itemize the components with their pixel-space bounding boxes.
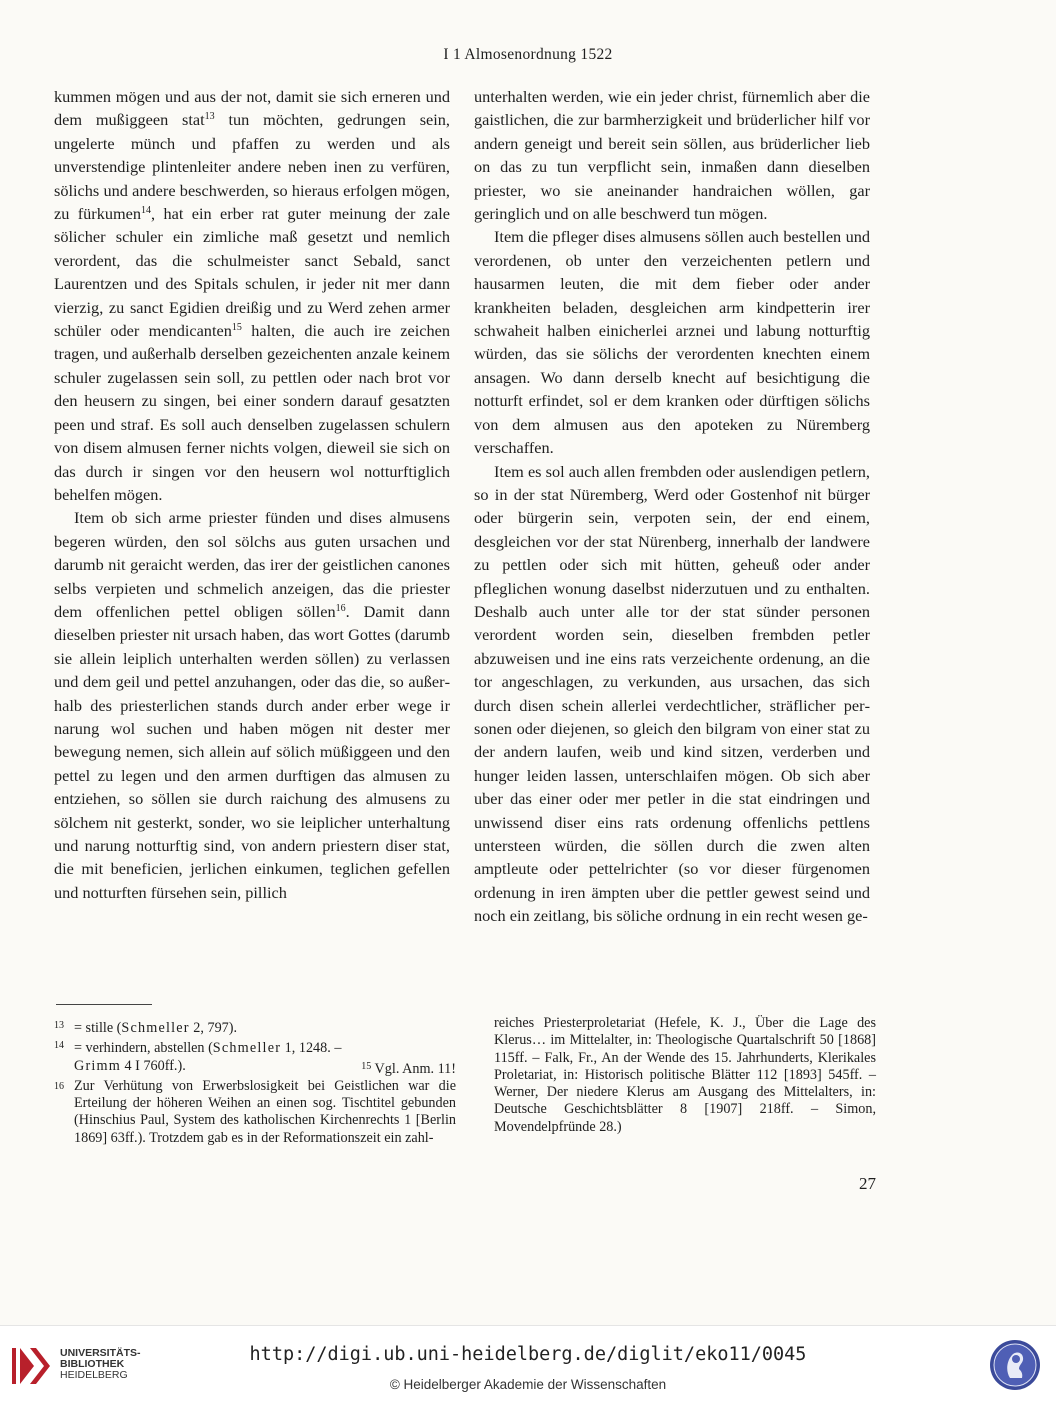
footnote-ref-15[interactable]: 15: [231, 322, 242, 334]
footnote-ref-16[interactable]: 16: [335, 602, 346, 614]
right-text-column: [474, 85, 870, 928]
paragraph-text: halten, die auch ire zeichen tragen, und außerhalb derselben gezeichenten anzale keinem schuler zugelassen sein soll, zu pettlen oder nach brot vor den heusern zu singen, bei einer sondern darauf gesatzten peen und straf. Es soll auch denselben zugelassen schulern von disem almusen ferner nichts volgen, dieweil sie sich on das durch ir singen vor den heusern wol notturftiglich behelfen mögen.: [54, 321, 450, 504]
footnote-text: = stille (: [74, 1020, 122, 1036]
paragraph-text: , hat ein erber rat guter meinung der zale sölicher schuler ein zimliche maß gesetzt und nemlich verordent, das die schulmeister sanct Sebald, sanct Laurentzen und des Spitals schulen, ir jeder nit mer dann vierzig, zu sanct Egidien dreißig und zu Werd zehen armer schüler oder mendicanten: [54, 204, 450, 341]
paragraph-text: tun möchten, gedrungen sein, ungelerte münch und pfaffen zu werden und als unverstendige plintenleiter andere neben inen zu verfüren, sölichs und andere beschwerden, so hieraus erfolgen mögen, zu fürkumen: [54, 110, 450, 224]
footnote-number: 14: [54, 1040, 64, 1052]
footnote-number: 16: [54, 1080, 64, 1092]
footnote-text: 2, 797).: [189, 1020, 238, 1036]
footnote-author: Schmeller: [212, 1040, 282, 1057]
footnote-text: Zur Verhütung von Erwerbslosigkeit bei Geistlichen war die Erteilung der höheren Weihen an einen sog. Tischtitel gebunden (Hinschius Paul, System des katholischen Kirchenrechts 1 [Berlin 1869] 63ff.). Trotzdem gab es in der Reformationszeit ein zahl-: [74, 1077, 456, 1146]
paragraph: [54, 85, 450, 506]
footnote-number: 13: [54, 1020, 64, 1031]
paragraph-text: . Damit dann dieselben priester nit ursach haben, das wort Gottes (darumb sie allein leiplich unterhalten werden söllen) zu verlassen und dem geil und pettel anzuhangen, oder das die, so außerhalb des priesterlichen stands durch ander erber wege ir narung wol suchen und haben mögen nit dester mer bewegung nemen, sich allein auf sölich müßiggeen und den pettel zu legen und den armen durftigen das almusen zu entziehen, so söllen sie durch raichung des almusens zu sölchem nit gesterkt, sonder, wo sie leiplicher unterhaltung und narung notturftig sind, von andern priestern diser stat, die mit beneficien, jerlichen einkumen, teglichen gefellen und notturften fürsehen sein, pillich: [54, 601, 450, 902]
footnote-text: Vgl. Anm. 11!: [371, 1060, 456, 1077]
footnotes-right: [474, 1015, 876, 1136]
footnote-author: Schmeller: [121, 1020, 190, 1036]
footnote-15: [361, 1058, 456, 1078]
footnote-text: 1, 1248. –: [281, 1040, 342, 1057]
paragraph-text: Item ob sich arme priester fünden und dises almusens begeren würden, den sol sölchs aus guten ursachen und darumb nit geraicht werden, das irer der geistlichen canones selbs verpieten und schmelich anzeigen, das die priester dem offenlichen pettel obligen söllen: [54, 508, 450, 621]
paragraph: unterhalten werden, wie ein jeder christ, fürnemlich aber die gaistlichen, die zur barmherzigkeit und brüderlicher hilf vor andern geneigt und bereit sein söllen, aus brüderlicher lieb on das zu tun verpflicht sein, inmaßen dann dieselben priester, wo sie aneinander handraichen wöllen, gar geringlich und on alle beschwerd tun mögen.: [474, 87, 870, 224]
copyright-notice: © Heidelberger Akademie der Wissenschaften: [389, 1377, 667, 1392]
footnote-text: [74, 1058, 186, 1078]
footnote-13: [54, 1017, 456, 1037]
academy-seal-icon[interactable]: [988, 1338, 1042, 1392]
footnote-number: 15: [361, 1060, 372, 1072]
footnote-author: Grimm: [74, 1057, 121, 1074]
library-name-line: BIBLIOTHEK: [60, 1358, 125, 1370]
footnote-14: [54, 1037, 456, 1057]
paragraph: Item die pfleger dises almusens söllen auch bestellen und verordenen, ob unter den verzeichenten petlern und hausarmen leuten, die mit dem fieber oder ander krankheiten beladen, desgleichen arm kindpetterin irer schwaheit halben einicherlei arznei und labung notturftig würden, das sie sölichs der verordenten knechten einem ansagen. Wo dann derselb knecht auf besichtigung die notturft erfindet, sol er dem kranken oder dürftigen sölichs von dem almusen aus den apoteken zu Nüremberg verschaffen.: [474, 227, 870, 458]
footnote-ref-13[interactable]: 13: [204, 111, 215, 123]
footnote-text: 4 I 760ff.).: [120, 1057, 186, 1074]
running-head: I 1 Almosenordnung 1522: [443, 46, 613, 63]
library-name-line: HEIDELBERG: [60, 1369, 128, 1381]
footnote-16: [54, 1078, 456, 1147]
library-name-line: UNIVERSITÄTS-: [60, 1347, 141, 1359]
paragraph: [54, 506, 450, 904]
digitization-footer: [0, 1325, 1056, 1405]
left-text-column: [54, 85, 450, 904]
footnote-ref-14[interactable]: 14: [141, 205, 152, 217]
paragraph: Item es sol auch allen frembden oder auslendigen petlern, so in der stat Nüremberg, Werd oder Gostenhof nit bürger oder bürgerin sein, verpoten sein, der end einem, desgleichen vor der stat Nürenberg, innerhalb der landwere zu pettlen oder sich mit hütten, geheuß oder ander pfleglichen wonung daselbst niderzutuen und zu enthalten. Deshalb auch unter alle tor der stat sünder personen verordent worden sein, dieselben frembden petler abzuweisen und ine eins rats verzeichente ordenung, an die tor angeschlagen, zu verkunden, aus ursachen, das sich durch disen schein allerlei verdechtlicher, sträflicher personen oder diejenen, so gleich den bilgram von einer stat zu der andern laufen, weib und kind sitzen, verderben und hunger leiden lassen, unterschlaifen mögen. Ob sich aber uber das einer oder mer petler in die stat eindringen und unwissend diser eins rats ordenung offenlichs pettlens untersteen würden, die söllen durch die zwen alten amptleute oder pettelrichter (so vor dieser fürgenomen ordenung in iren ämpten uber die pettler gewest seind und noch ein zeitlang, bis söliche ordnung in ein recht wesen ge-: [474, 461, 870, 926]
permalink-url[interactable]: http://digi.ub.uni-heidelberg.de/diglit/eko11/0045: [249, 1344, 807, 1365]
footnote-divider: [56, 1004, 152, 1005]
footnote-text: = verhindern, abstellen (: [74, 1040, 213, 1057]
footnote-16-continued: reiches Priesterproletariat (Hefele, K. J., Über die Lage des Klerus… im Mittelalter, in: Theologische Quartalschrift 50 [1868] 115ff. – Falk, Fr., An der Wende des 15. Jahrhunderts, Klerikales Proletariat, in: Historisch politische Blätter 112 [1893] 545ff. – Werner, Der niedere Klerus am Ausgang des Mittelalters, in: Deutsche Geschichtsblätter 8 [1907] 218ff. – Simon, Movendelpfründe 28.): [494, 1015, 876, 1135]
paragraph-text: kummen mögen und aus der not, damit sie sich erneren und dem mußiggeen stat: [54, 87, 450, 130]
footnotes-left: [54, 1017, 456, 1147]
footnote-14-continued: [54, 1058, 456, 1078]
page-number: 27: [859, 1174, 876, 1193]
